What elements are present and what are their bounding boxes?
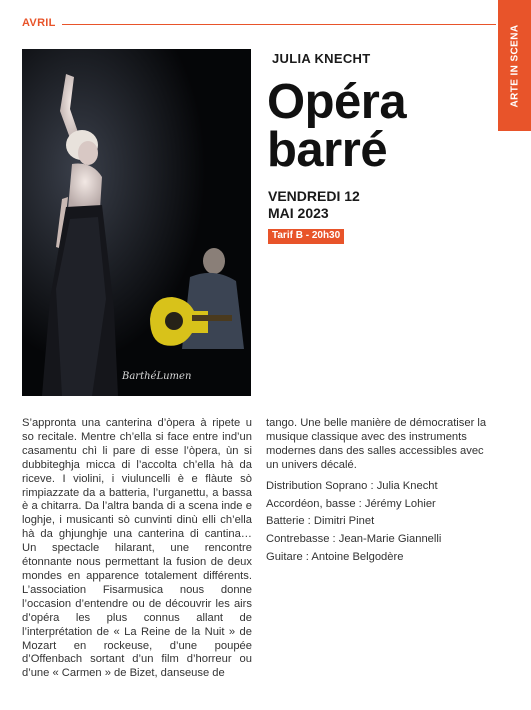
photo-credit: BarthéLumen [122,371,192,382]
credit-line: Contrebasse : Jean-Marie Giannelli [266,533,442,546]
body-text-column-1: S’appronta una canterina d’òpera à ripete u so recitale. Mentre ch’ella si face entre ind’un casamentu chì li pare di esse l’òpera, ùn si dubbiteghja micca di l’accolta ch’ella hà da riceve. I violini, i viuluncelli è e flàute sò rimpiazzate da a batteria, l’urganettu, a bassa è a chitarra. Da l’altra banda di a scena inde e loghje, i musicanti sò cunvinti dinù elli ch’ella hà da ghjunghje una canterina di cantina… Un spectacle hilarant, une rencontre étonnante nous permettant la fusion de deux mondes en apparence totalement différents. L’association Fisarmusica nous donne l’occasion d’entendre ou de découvrir les airs d’opéra les plus connus allant de l’interprétation de « La Reine de la Nuit » de Mozart en rockeuse, d’une poupée d’Offenbach sortant d’un film d’horreur ou d’une « Carmen » de Bizet, danseuse de [22,417,252,680]
credits-list [266,480,498,566]
credit-line: Accordéon, basse : Jérémy Lohier [266,497,436,510]
event-title-line: barré [267,123,388,177]
artist-name: JULIA KNECHT [272,51,371,66]
singer-photo-illustration [22,49,251,396]
credit-line: Guitare : Antoine Belgodère [266,551,404,564]
header-divider [62,24,496,25]
body-paragraph: tango. Une belle manière de démocratiser la musique classique avec des instruments modernes dans des salles accessibles avec un univers décalé. [266,417,487,471]
event-date [268,188,360,222]
event-date-line: VENDREDI 12 [268,188,360,204]
event-photo [22,49,251,396]
event-date-line: MAI 2023 [268,205,329,221]
section-tab [498,0,531,131]
credit-line: Batterie : Dimitri Pinet [266,515,375,528]
credit-line: Distribution Soprano : Julia Knecht [266,479,438,492]
tarif-badge: Tarif B - 20h30 [268,229,344,244]
section-tab-label: ARTE IN SCENA [509,24,520,107]
body-text-column-2 [266,417,498,569]
event-title [267,75,497,177]
event-title-line: Opéra [267,75,407,129]
section-month: AVRIL [22,17,56,29]
